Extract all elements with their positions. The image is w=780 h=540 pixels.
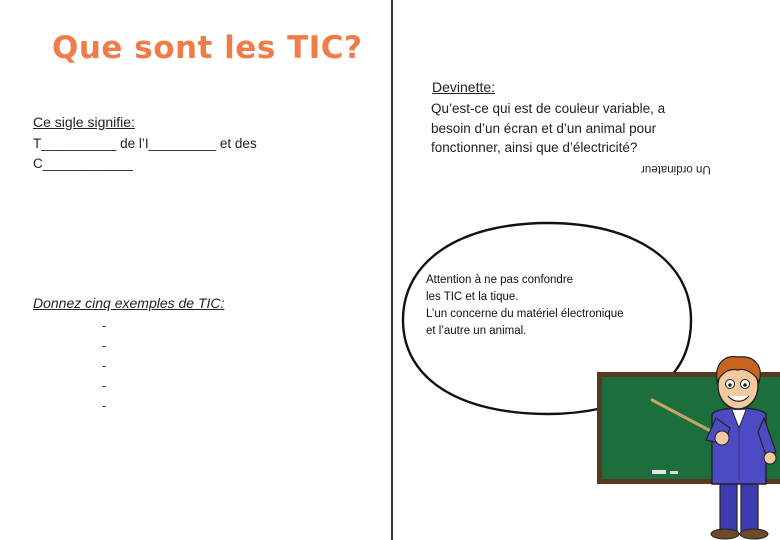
bubble-line: et l’autre un animal. [426, 325, 527, 337]
riddle-line: Qu’est-ce qui est de couleur variable, a [431, 101, 666, 116]
speech-bubble-text [426, 272, 624, 340]
sigle-fill-blank-line-2: C____________ [33, 156, 133, 171]
bubble-line: L’un concerne du matériel électronique [426, 308, 624, 320]
riddle-label: Devinette: [432, 79, 496, 95]
examples-label: Donnez cinq exemples de TIC: [33, 295, 225, 311]
page-title: Que sont les TIC? [52, 30, 363, 66]
example-dash: - [102, 378, 107, 393]
bubble-line: les TIC et la tique. [426, 291, 519, 303]
sigle-fill-blank-line-1: T__________ de l’I_________ et des [33, 136, 257, 151]
riddle-answer-upside-down: Un ordinateur [641, 163, 711, 175]
example-dash: - [102, 318, 107, 333]
teacher-chalkboard-illustration [594, 352, 780, 540]
column-divider [391, 0, 393, 540]
sigle-label: Ce sigle signifie: [33, 114, 135, 130]
riddle-text [431, 99, 721, 158]
example-dash: - [102, 338, 107, 353]
bubble-line: Attention à ne pas confondre [426, 274, 574, 286]
example-dash: - [102, 398, 107, 413]
riddle-line: besoin d’un écran et d’un animal pour [431, 120, 657, 136]
riddle-line: fonctionner, ainsi que d’électricité? [431, 140, 638, 155]
example-dash: - [102, 358, 107, 373]
